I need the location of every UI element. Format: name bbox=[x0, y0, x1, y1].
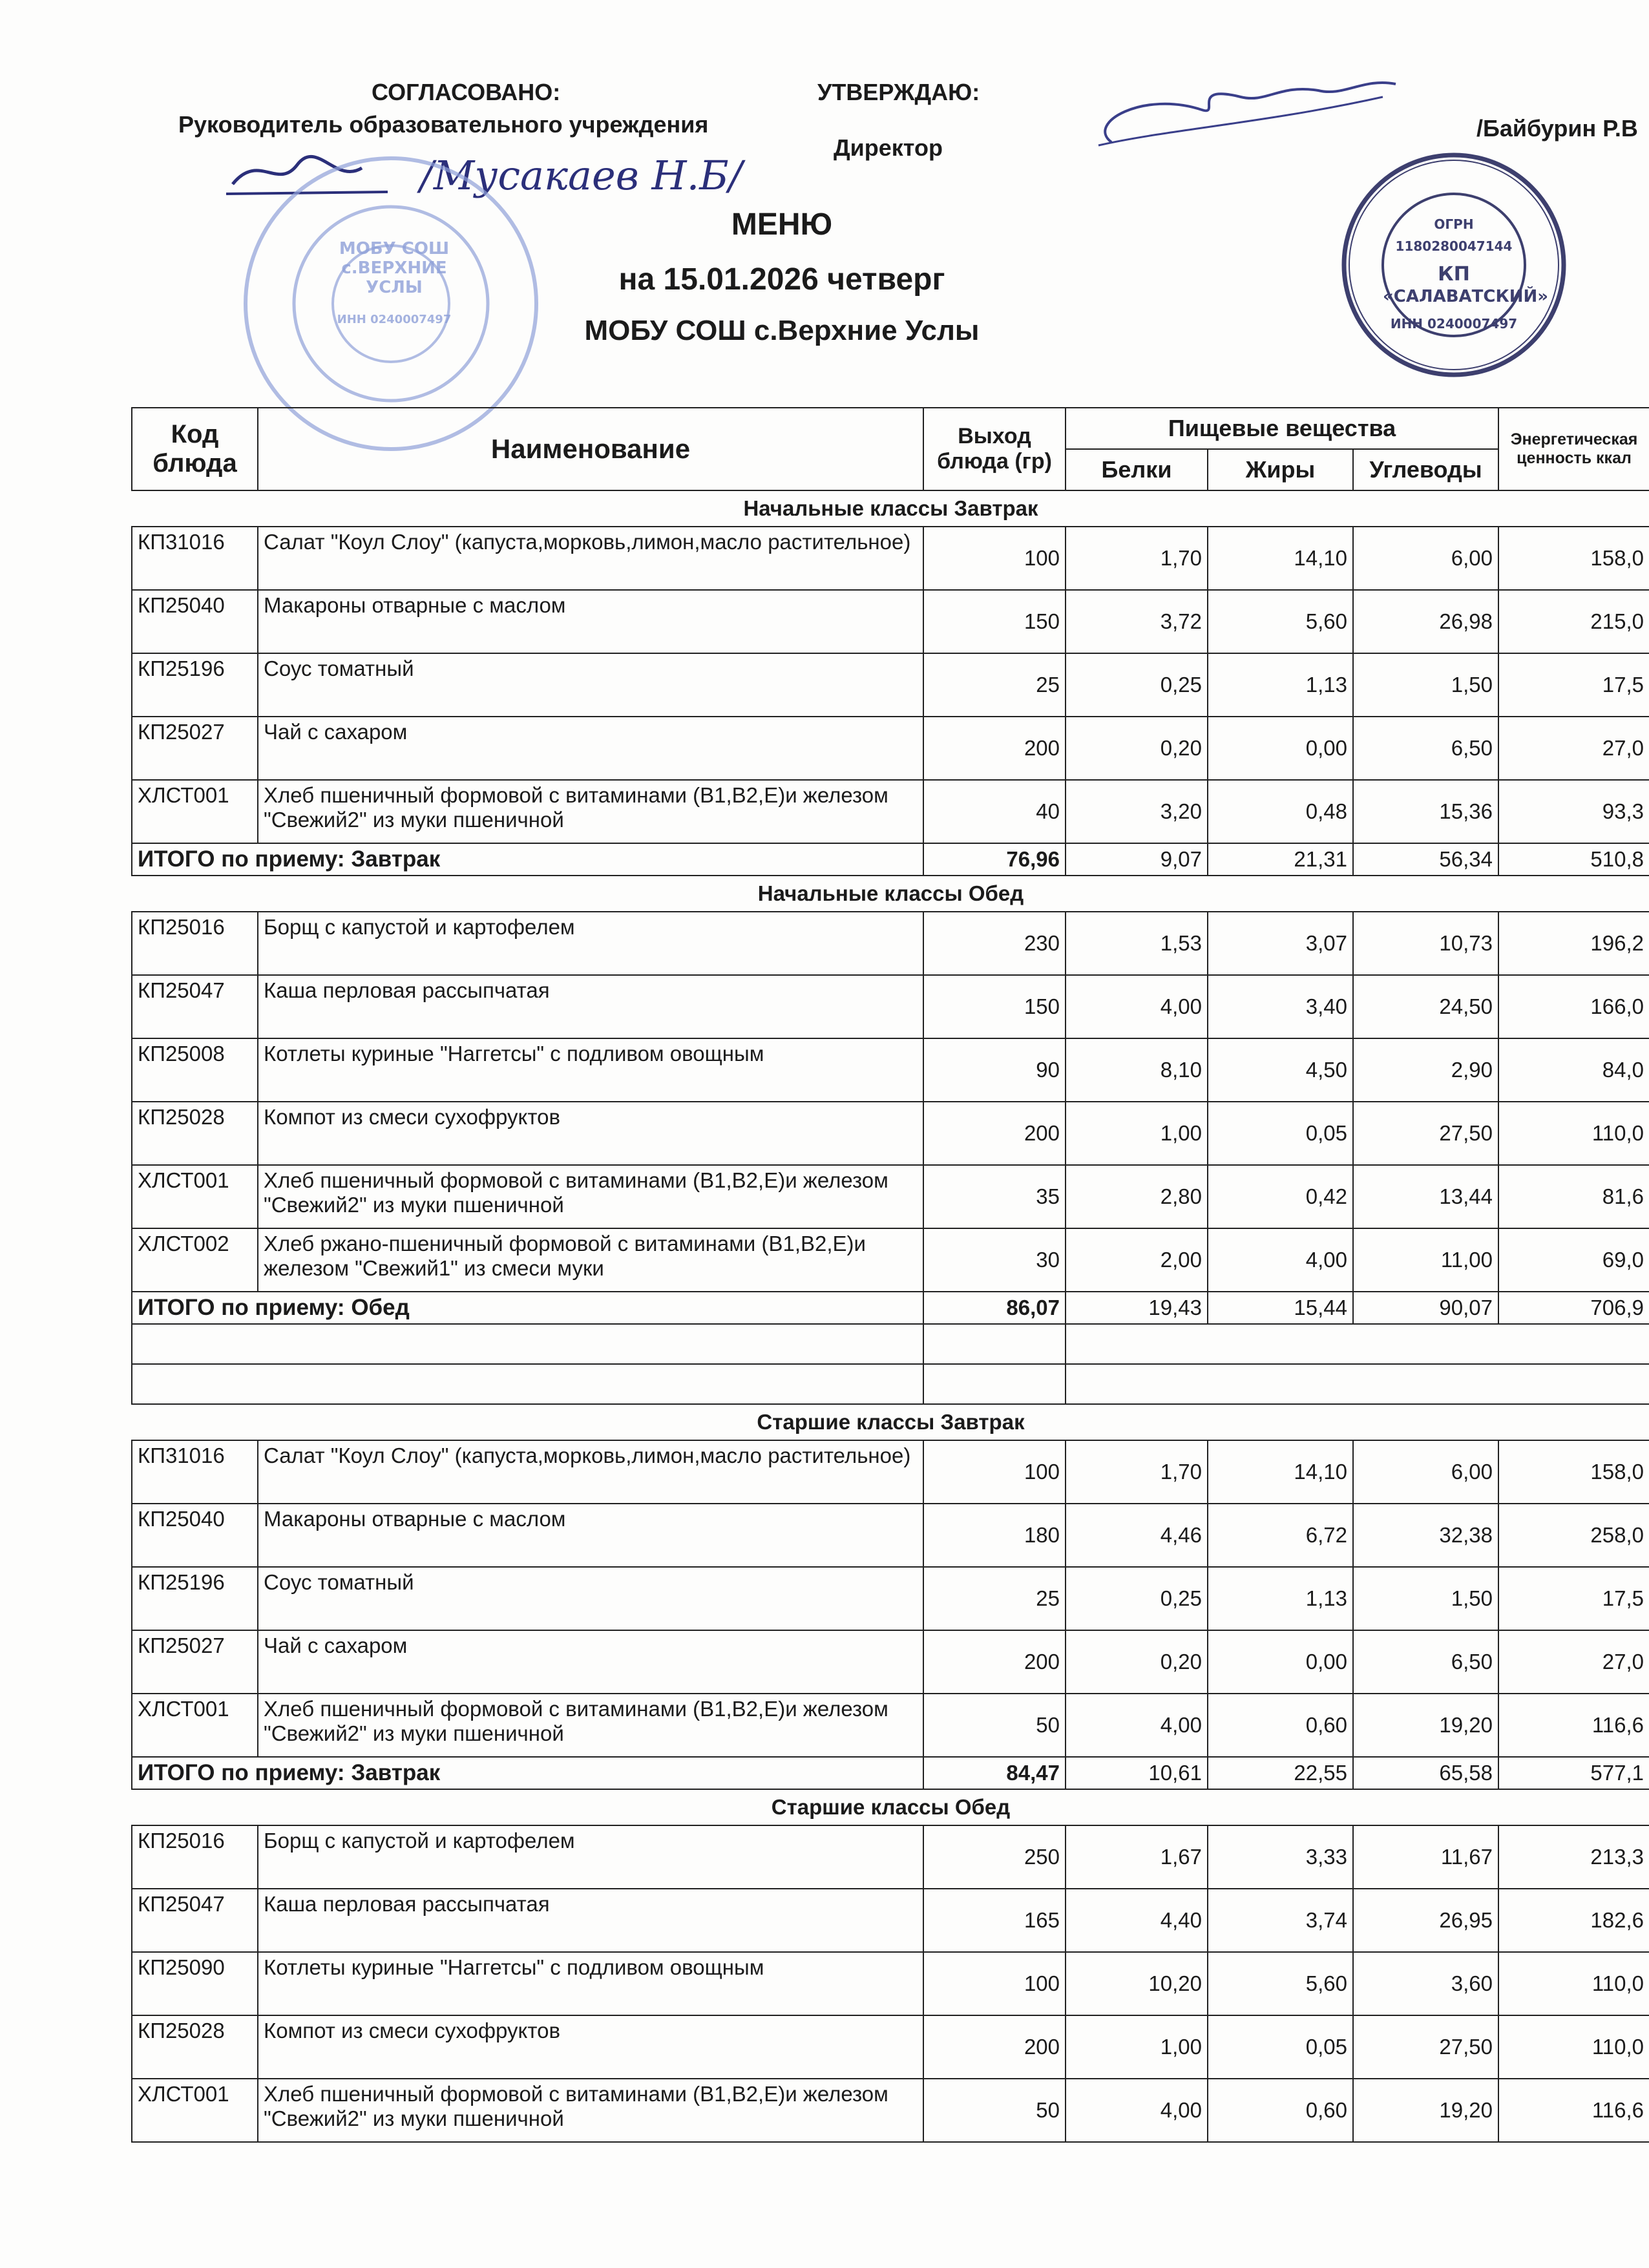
total-row bbox=[132, 1292, 1649, 1324]
dish-protein: 1,70 bbox=[1066, 1440, 1208, 1504]
dish-fat: 6,72 bbox=[1208, 1504, 1353, 1567]
dish-energy: 166,0 bbox=[1498, 975, 1649, 1038]
dish-name: Хлеб ржано-пшеничный формовой с витаминами (В1,В2,Е)и железом "Свежий1" из смеси муки bbox=[258, 1228, 923, 1292]
menu-table bbox=[131, 407, 1649, 2143]
dish-energy: 215,0 bbox=[1498, 590, 1649, 653]
total-yield: 84,47 bbox=[923, 1757, 1066, 1789]
dish-energy: 196,2 bbox=[1498, 912, 1649, 975]
dish-energy: 17,5 bbox=[1498, 653, 1649, 717]
dish-name: Чай с сахаром bbox=[258, 1630, 923, 1694]
table-row bbox=[132, 1038, 1649, 1102]
dish-protein: 1,00 bbox=[1066, 2015, 1208, 2079]
total-fat: 21,31 bbox=[1208, 843, 1353, 876]
dish-fat: 0,00 bbox=[1208, 1630, 1353, 1694]
dish-name: Макароны отварные с маслом bbox=[258, 1504, 923, 1567]
total-fat: 15,44 bbox=[1208, 1292, 1353, 1324]
dish-carbs: 10,73 bbox=[1353, 912, 1498, 975]
total-energy: 577,1 bbox=[1498, 1757, 1649, 1789]
empty-cell bbox=[132, 1364, 923, 1404]
dish-fat: 3,33 bbox=[1208, 1825, 1353, 1889]
school-stamp bbox=[336, 239, 452, 330]
dish-fat: 0,48 bbox=[1208, 780, 1353, 843]
dish-carbs: 24,50 bbox=[1353, 975, 1498, 1038]
dish-name: Борщ с капустой и картофелем bbox=[258, 912, 923, 975]
table-row bbox=[132, 653, 1649, 717]
table-row bbox=[132, 1825, 1649, 1889]
menu-body bbox=[132, 490, 1649, 2142]
right-signature-graphic bbox=[1073, 71, 1409, 155]
table-row bbox=[132, 2015, 1649, 2079]
dish-fat: 0,05 bbox=[1208, 1102, 1353, 1165]
total-carbs: 90,07 bbox=[1353, 1292, 1498, 1324]
company-stamp-inn: ИНН 0240007497 bbox=[1390, 316, 1518, 331]
dish-code: КП25016 bbox=[132, 912, 258, 975]
dish-energy: 116,6 bbox=[1498, 1694, 1649, 1757]
table-row bbox=[132, 2079, 1649, 2142]
dish-name: Салат "Коул Слоу" (капуста,морковь,лимон,масло растительное) bbox=[258, 1440, 923, 1504]
table-row bbox=[132, 590, 1649, 653]
table-row bbox=[132, 1165, 1649, 1228]
table-row bbox=[132, 1228, 1649, 1292]
empty-cell bbox=[1066, 1324, 1649, 1364]
dish-code: ХЛСТ001 bbox=[132, 2079, 258, 2142]
dish-carbs: 26,95 bbox=[1353, 1889, 1498, 1952]
dish-carbs: 6,50 bbox=[1353, 1630, 1498, 1694]
dish-energy: 182,6 bbox=[1498, 1889, 1649, 1952]
dish-name: Хлеб пшеничный формовой с витаминами (В1,В2,Е)и железом "Свежий2" из муки пшеничной bbox=[258, 1694, 923, 1757]
dish-name: Хлеб пшеничный формовой с витаминами (В1,В2,Е)и железом "Свежий2" из муки пшеничной bbox=[258, 2079, 923, 2142]
dish-code: КП25016 bbox=[132, 1825, 258, 1889]
dish-code: ХЛСТ002 bbox=[132, 1228, 258, 1292]
dish-code: КП31016 bbox=[132, 527, 258, 590]
dish-fat: 4,00 bbox=[1208, 1228, 1353, 1292]
dish-yield: 200 bbox=[923, 1630, 1066, 1694]
dish-protein: 1,00 bbox=[1066, 1102, 1208, 1165]
dish-protein: 2,00 bbox=[1066, 1228, 1208, 1292]
dish-fat: 3,07 bbox=[1208, 912, 1353, 975]
section-row bbox=[132, 490, 1649, 527]
dish-yield: 200 bbox=[923, 1102, 1066, 1165]
empty-row bbox=[132, 1324, 1649, 1364]
section-row bbox=[132, 1789, 1649, 1825]
dish-fat: 0,00 bbox=[1208, 717, 1353, 780]
dish-code: КП31016 bbox=[132, 1440, 258, 1504]
dish-code: КП25028 bbox=[132, 2015, 258, 2079]
dish-name: Макароны отварные с маслом bbox=[258, 590, 923, 653]
dish-yield: 150 bbox=[923, 590, 1066, 653]
dish-yield: 50 bbox=[923, 1694, 1066, 1757]
dish-carbs: 15,36 bbox=[1353, 780, 1498, 843]
dish-energy: 17,5 bbox=[1498, 1567, 1649, 1630]
header-carbs: Углеводы bbox=[1353, 449, 1498, 490]
approval-right-role: Директор bbox=[834, 134, 943, 161]
header-nutrients: Пищевые вещества bbox=[1066, 408, 1498, 449]
dish-yield: 200 bbox=[923, 717, 1066, 780]
dish-energy: 110,0 bbox=[1498, 1952, 1649, 2015]
dish-protein: 0,25 bbox=[1066, 653, 1208, 717]
dish-energy: 110,0 bbox=[1498, 1102, 1649, 1165]
dish-code: ХЛСТ001 bbox=[132, 1694, 258, 1757]
dish-carbs: 6,00 bbox=[1353, 1440, 1498, 1504]
dish-carbs: 6,00 bbox=[1353, 527, 1498, 590]
dish-fat: 0,05 bbox=[1208, 2015, 1353, 2079]
table-row bbox=[132, 1440, 1649, 1504]
total-protein: 9,07 bbox=[1066, 843, 1208, 876]
total-energy: 510,8 bbox=[1498, 843, 1649, 876]
dish-protein: 3,20 bbox=[1066, 780, 1208, 843]
dish-protein: 2,80 bbox=[1066, 1165, 1208, 1228]
total-row bbox=[132, 843, 1649, 876]
total-yield: 76,96 bbox=[923, 843, 1066, 876]
total-yield: 86,07 bbox=[923, 1292, 1066, 1324]
total-label: ИТОГО по приему: Завтрак bbox=[132, 1757, 923, 1789]
company-stamp-kp: КП bbox=[1438, 263, 1470, 286]
table-row bbox=[132, 1889, 1649, 1952]
menu-date: на 15.01.2026 четверг bbox=[618, 262, 945, 297]
dish-protein: 4,00 bbox=[1066, 975, 1208, 1038]
table-row bbox=[132, 1504, 1649, 1567]
section-title: Старшие классы Обед bbox=[132, 1789, 1649, 1825]
header-energy: Энергетическая ценность ккал bbox=[1498, 408, 1649, 490]
dish-fat: 3,40 bbox=[1208, 975, 1353, 1038]
dish-carbs: 6,50 bbox=[1353, 717, 1498, 780]
dish-protein: 1,70 bbox=[1066, 527, 1208, 590]
dish-code: ХЛСТ001 bbox=[132, 1165, 258, 1228]
table-row bbox=[132, 975, 1649, 1038]
dish-carbs: 26,98 bbox=[1353, 590, 1498, 653]
header-yield: Выход блюда (гр) bbox=[923, 408, 1066, 490]
empty-cell bbox=[1066, 1364, 1649, 1404]
dish-fat: 14,10 bbox=[1208, 1440, 1353, 1504]
dish-code: КП25196 bbox=[132, 653, 258, 717]
dish-protein: 0,25 bbox=[1066, 1567, 1208, 1630]
table-row bbox=[132, 1567, 1649, 1630]
dish-yield: 100 bbox=[923, 1440, 1066, 1504]
dish-protein: 4,40 bbox=[1066, 1889, 1208, 1952]
dish-name: Чай с сахаром bbox=[258, 717, 923, 780]
approval-right-label: УТВЕРЖДАЮ: bbox=[817, 79, 980, 105]
dish-fat: 1,13 bbox=[1208, 653, 1353, 717]
dish-carbs: 11,67 bbox=[1353, 1825, 1498, 1889]
dish-name: Хлеб пшеничный формовой с витаминами (В1,В2,Е)и железом "Свежий2" из муки пшеничной bbox=[258, 1165, 923, 1228]
dish-name: Котлеты куриные "Наггетсы" с подливом овощным bbox=[258, 1038, 923, 1102]
header-name: Наименование bbox=[258, 408, 923, 490]
dish-yield: 180 bbox=[923, 1504, 1066, 1567]
approval-left-label: СОГЛАСОВАНО: bbox=[372, 79, 561, 105]
dish-name: Соус томатный bbox=[258, 1567, 923, 1630]
total-label: ИТОГО по приему: Завтрак bbox=[132, 843, 923, 876]
dish-yield: 250 bbox=[923, 1825, 1066, 1889]
dish-energy: 213,3 bbox=[1498, 1825, 1649, 1889]
dish-fat: 0,60 bbox=[1208, 2079, 1353, 2142]
table-row bbox=[132, 1102, 1649, 1165]
table-row bbox=[132, 1952, 1649, 2015]
dish-energy: 258,0 bbox=[1498, 1504, 1649, 1567]
dish-carbs: 27,50 bbox=[1353, 1102, 1498, 1165]
table-row bbox=[132, 717, 1649, 780]
dish-name: Борщ с капустой и картофелем bbox=[258, 1825, 923, 1889]
dish-name: Хлеб пшеничный формовой с витаминами (В1,В2,Е)и железом "Свежий2" из муки пшеничной bbox=[258, 780, 923, 843]
school-name: МОБУ СОШ с.Верхние Услы bbox=[584, 315, 980, 346]
dish-code: КП25028 bbox=[132, 1102, 258, 1165]
table-row bbox=[132, 527, 1649, 590]
section-title: Начальные классы Завтрак bbox=[132, 490, 1649, 527]
dish-energy: 158,0 bbox=[1498, 527, 1649, 590]
dish-protein: 1,53 bbox=[1066, 912, 1208, 975]
empty-cell bbox=[132, 1324, 923, 1364]
school-stamp-line1: МОБУ СОШ bbox=[339, 239, 450, 258]
dish-code: КП25196 bbox=[132, 1567, 258, 1630]
dish-name: Салат "Коул Слоу" (капуста,морковь,лимон,масло растительное) bbox=[258, 527, 923, 590]
dish-energy: 69,0 bbox=[1498, 1228, 1649, 1292]
dish-yield: 25 bbox=[923, 1567, 1066, 1630]
dish-name: Каша перловая рассыпчатая bbox=[258, 975, 923, 1038]
dish-energy: 27,0 bbox=[1498, 717, 1649, 780]
empty-cell bbox=[923, 1364, 1066, 1404]
dish-carbs: 1,50 bbox=[1353, 1567, 1498, 1630]
dish-protein: 4,00 bbox=[1066, 2079, 1208, 2142]
dish-fat: 5,60 bbox=[1208, 590, 1353, 653]
dish-code: КП25008 bbox=[132, 1038, 258, 1102]
total-carbs: 65,58 bbox=[1353, 1757, 1498, 1789]
total-carbs: 56,34 bbox=[1353, 843, 1498, 876]
table-row bbox=[132, 780, 1649, 843]
header-code: Код блюда bbox=[132, 408, 258, 490]
table-row bbox=[132, 1694, 1649, 1757]
empty-row bbox=[132, 1364, 1649, 1404]
section-title: Старшие классы Завтрак bbox=[132, 1404, 1649, 1440]
dish-yield: 230 bbox=[923, 912, 1066, 975]
dish-protein: 4,46 bbox=[1066, 1504, 1208, 1567]
company-stamp-ogrn: ОГРН 1180280047144 bbox=[1395, 216, 1513, 254]
dish-protein: 10,20 bbox=[1066, 1952, 1208, 2015]
dish-energy: 93,3 bbox=[1498, 780, 1649, 843]
menu-title: МЕНЮ bbox=[731, 207, 833, 242]
dish-fat: 14,10 bbox=[1208, 527, 1353, 590]
dish-code: ХЛСТ001 bbox=[132, 780, 258, 843]
dish-protein: 3,72 bbox=[1066, 590, 1208, 653]
section-title: Начальные классы Обед bbox=[132, 876, 1649, 912]
approval-left-name: /Мусакаев Н.Б/ bbox=[420, 152, 742, 199]
dish-code: КП25027 bbox=[132, 717, 258, 780]
dish-energy: 158,0 bbox=[1498, 1440, 1649, 1504]
dish-carbs: 13,44 bbox=[1353, 1165, 1498, 1228]
section-row bbox=[132, 1404, 1649, 1440]
dish-yield: 25 bbox=[923, 653, 1066, 717]
dish-name: Компот из смеси сухофруктов bbox=[258, 1102, 923, 1165]
dish-carbs: 27,50 bbox=[1353, 2015, 1498, 2079]
total-label: ИТОГО по приему: Обед bbox=[132, 1292, 923, 1324]
dish-energy: 116,6 bbox=[1498, 2079, 1649, 2142]
dish-yield: 90 bbox=[923, 1038, 1066, 1102]
dish-carbs: 19,20 bbox=[1353, 2079, 1498, 2142]
dish-carbs: 2,90 bbox=[1353, 1038, 1498, 1102]
approval-right-name: /Байбурин Р.В bbox=[1476, 115, 1638, 142]
dish-energy: 81,6 bbox=[1498, 1165, 1649, 1228]
dish-protein: 1,67 bbox=[1066, 1825, 1208, 1889]
dish-name: Котлеты куриные "Наггетсы" с подливом овощным bbox=[258, 1952, 923, 2015]
dish-protein: 0,20 bbox=[1066, 1630, 1208, 1694]
total-protein: 19,43 bbox=[1066, 1292, 1208, 1324]
company-stamp bbox=[1383, 213, 1549, 335]
dish-fat: 3,74 bbox=[1208, 1889, 1353, 1952]
dish-yield: 40 bbox=[923, 780, 1066, 843]
dish-yield: 30 bbox=[923, 1228, 1066, 1292]
dish-energy: 84,0 bbox=[1498, 1038, 1649, 1102]
dish-yield: 35 bbox=[923, 1165, 1066, 1228]
dish-energy: 110,0 bbox=[1498, 2015, 1649, 2079]
dish-code: КП25047 bbox=[132, 1889, 258, 1952]
dish-energy: 27,0 bbox=[1498, 1630, 1649, 1694]
school-stamp-line3: ИНН 0240007497 bbox=[337, 313, 452, 326]
dish-fat: 5,60 bbox=[1208, 1952, 1353, 2015]
dish-fat: 0,42 bbox=[1208, 1165, 1353, 1228]
dish-fat: 0,60 bbox=[1208, 1694, 1353, 1757]
dish-code: КП25090 bbox=[132, 1952, 258, 2015]
dish-protein: 8,10 bbox=[1066, 1038, 1208, 1102]
dish-carbs: 1,50 bbox=[1353, 653, 1498, 717]
dish-yield: 200 bbox=[923, 2015, 1066, 2079]
dish-carbs: 19,20 bbox=[1353, 1694, 1498, 1757]
dish-code: КП25040 bbox=[132, 590, 258, 653]
dish-yield: 150 bbox=[923, 975, 1066, 1038]
total-energy: 706,9 bbox=[1498, 1292, 1649, 1324]
approval-left-role: Руководитель образовательного учреждения bbox=[178, 111, 709, 138]
empty-cell bbox=[923, 1324, 1066, 1364]
dish-carbs: 32,38 bbox=[1353, 1504, 1498, 1567]
dish-name: Компот из смеси сухофруктов bbox=[258, 2015, 923, 2079]
total-row bbox=[132, 1757, 1649, 1789]
dish-yield: 100 bbox=[923, 1952, 1066, 2015]
table-row bbox=[132, 912, 1649, 975]
header-protein: Белки bbox=[1066, 449, 1208, 490]
dish-code: КП25027 bbox=[132, 1630, 258, 1694]
dish-name: Каша перловая рассыпчатая bbox=[258, 1889, 923, 1952]
header-fat: Жиры bbox=[1208, 449, 1353, 490]
dish-fat: 4,50 bbox=[1208, 1038, 1353, 1102]
dish-yield: 50 bbox=[923, 2079, 1066, 2142]
total-fat: 22,55 bbox=[1208, 1757, 1353, 1789]
total-protein: 10,61 bbox=[1066, 1757, 1208, 1789]
dish-code: КП25040 bbox=[132, 1504, 258, 1567]
dish-carbs: 3,60 bbox=[1353, 1952, 1498, 2015]
dish-name: Соус томатный bbox=[258, 653, 923, 717]
dish-yield: 165 bbox=[923, 1889, 1066, 1952]
company-stamp-name: «САЛАВАТСКИЙ» bbox=[1383, 287, 1549, 306]
section-row bbox=[132, 876, 1649, 912]
dish-code: КП25047 bbox=[132, 975, 258, 1038]
dish-protein: 4,00 bbox=[1066, 1694, 1208, 1757]
dish-yield: 100 bbox=[923, 527, 1066, 590]
dish-fat: 1,13 bbox=[1208, 1567, 1353, 1630]
table-row bbox=[132, 1630, 1649, 1694]
school-stamp-line2: с.ВЕРХНИЕ УСЛЫ bbox=[341, 258, 447, 297]
dish-carbs: 11,00 bbox=[1353, 1228, 1498, 1292]
dish-protein: 0,20 bbox=[1066, 717, 1208, 780]
